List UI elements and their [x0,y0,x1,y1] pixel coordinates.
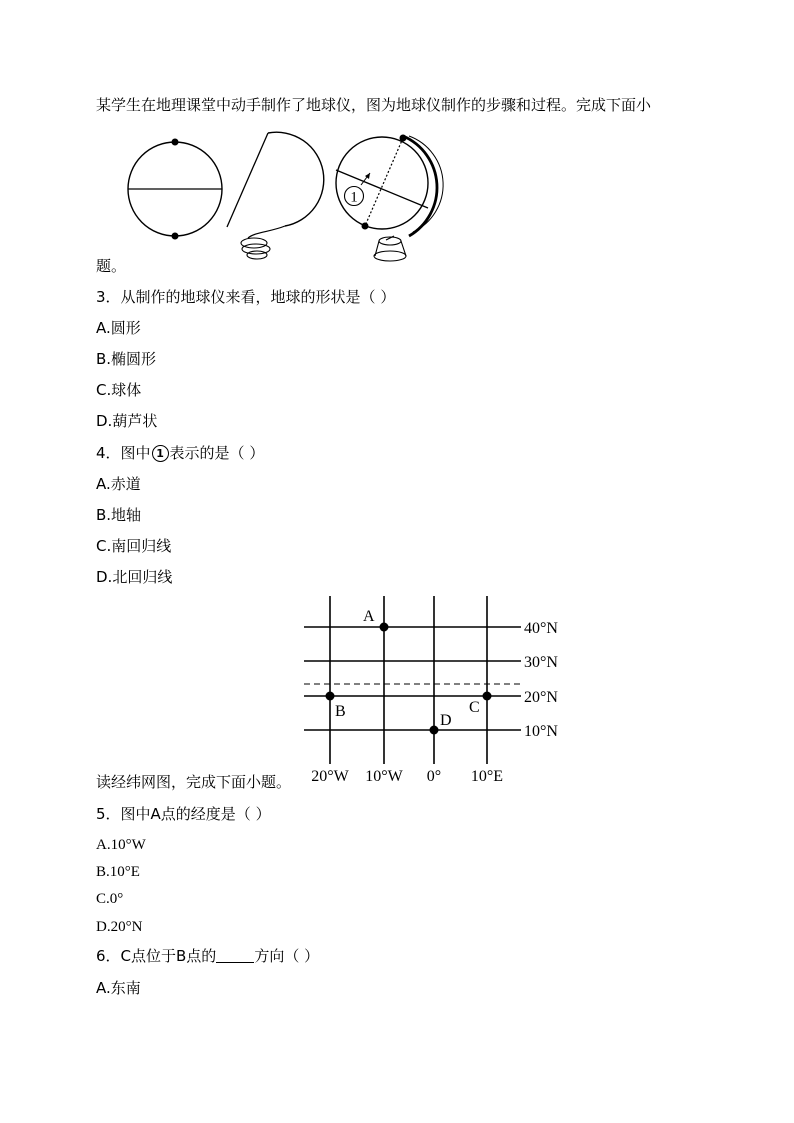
q4-stem-after: 表示的是（ ） [169,444,265,462]
grid-intro-text: 读经纬网图，完成下面小题。 [96,773,292,791]
q3-option-a: A.圆形 [96,319,141,337]
lon-label-20w: 20°W [311,768,349,785]
point-d-label: D [440,712,452,729]
frame-step [227,132,324,259]
q5-option-b: B.10°E [96,864,140,880]
finished-globe-step [336,135,443,262]
q6-stem-after: 方向（ ） [254,947,320,965]
intro-text: 某学生在地理课堂中动手制作了地球仪，图为地球仪制作的步骤和过程。完成下面小 [96,96,652,114]
point-a-marker [380,623,389,632]
q5-option-c: C.0° [96,891,124,907]
q5-option-a: A.10°W [96,837,146,853]
globe-making-figure [120,128,450,268]
q5-stem: 5．图中A点的经度是（ ） [96,805,271,823]
lat-label-40n: 40°N [524,620,558,637]
q4-stem-before: 4．图中 [96,444,151,462]
point-c-label: C [469,699,480,716]
lon-label-0: 0° [426,768,442,785]
q6-answer-blank [216,948,254,963]
lat-label-30n: 30°N [524,654,558,671]
point-a-label: A [363,608,375,625]
lon-label-10w: 10°W [365,768,403,785]
intro-text-end: 题。 [96,257,127,275]
q4-option-c: C.南回归线 [96,537,172,555]
q5-option-d: D.20°N [96,919,143,935]
q6-option-a: A.东南 [96,979,141,997]
q6-stem-before: 6．C点位于B点的 [96,947,217,965]
q4-circled-number: 1 [152,445,169,462]
point-b-label: B [335,703,346,720]
q3-option-b: B.椭圆形 [96,350,157,368]
q3-option-c: C.球体 [96,381,142,399]
point-c-marker [483,692,492,701]
q4-option-a: A.赤道 [96,475,141,493]
meridian-lines [330,596,487,764]
q3-option-d: D.葫芦状 [96,412,158,430]
point-b-marker [326,692,335,701]
q3-stem: 3．从制作的地球仪来看，地球的形状是（ ） [96,288,396,306]
lat-label-10n: 10°N [524,723,558,740]
q4-option-b: B.地轴 [96,506,142,524]
lat-lon-grid-figure [296,592,586,792]
q6-stem [96,946,319,966]
lat-label-20n: 20°N [524,689,558,706]
lon-label-10e: 10°E [470,768,504,785]
q4-stem [96,443,264,463]
globe-label-1: 1 [350,189,358,206]
paper-circle-step [128,139,222,240]
q4-option-d: D.北回归线 [96,568,173,586]
point-d-marker [430,726,439,735]
